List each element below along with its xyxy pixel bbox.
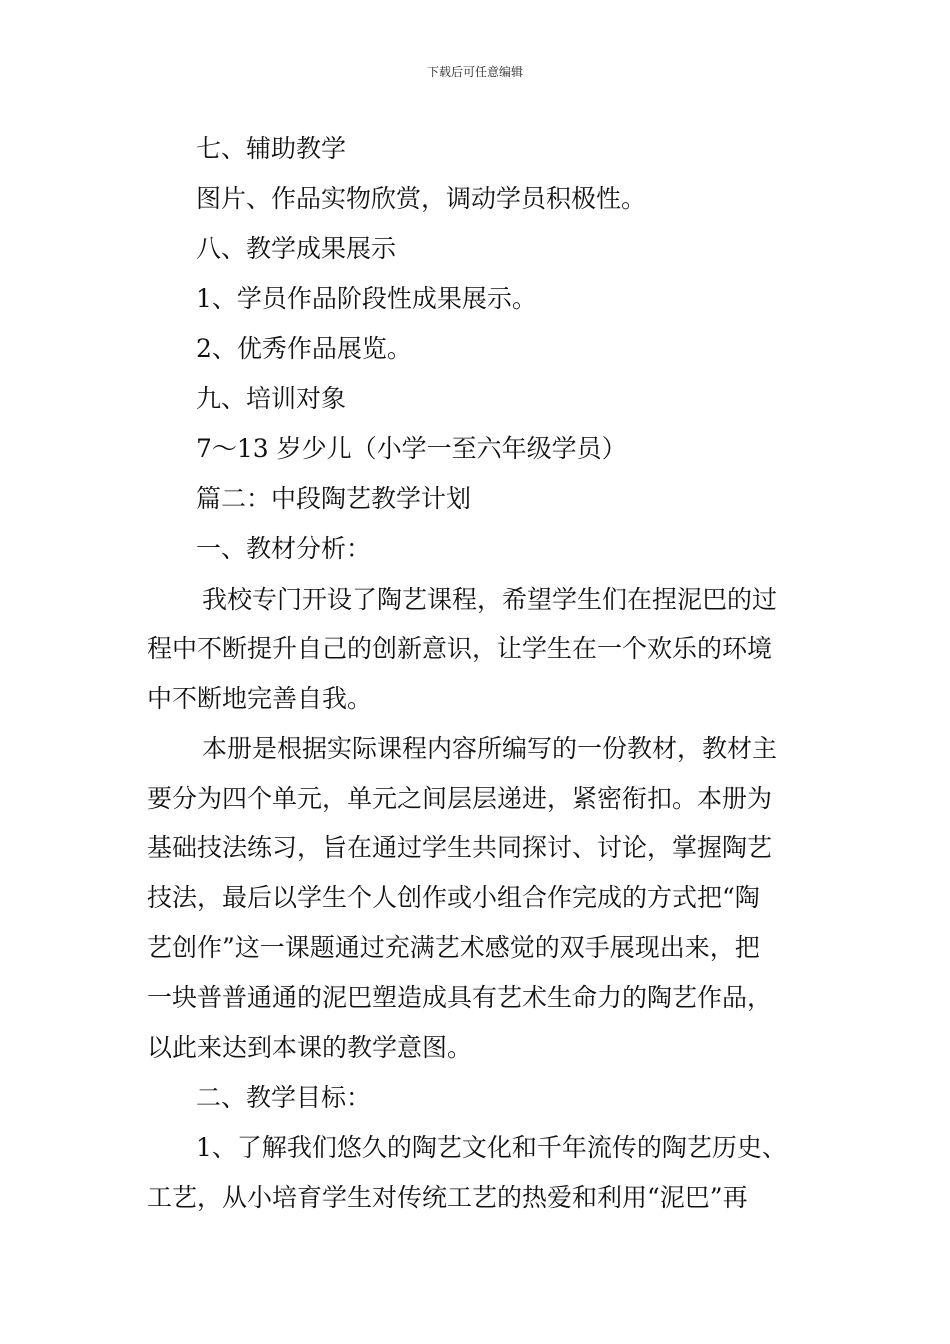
paragraph-line: 以此来达到本课的教学意图。	[147, 1033, 473, 1062]
section-heading-8: 八、教学成果展示	[196, 234, 397, 263]
paragraph-line: 程中不断提升自己的创新意识，让学生在一个欢乐的环境	[147, 634, 773, 663]
paragraph-line: 我校专门开设了陶艺课程，希望学生们在捏泥巴的过	[202, 585, 778, 614]
paragraph-line: 图片、作品实物欣赏，调动学员积极性。	[196, 184, 647, 213]
paragraph-line: 一块普普通通的泥巴塑造成具有艺术生命力的陶艺作品，	[147, 983, 773, 1012]
section-heading-1: 一、教材分析：	[196, 534, 372, 563]
paragraph-line: 基础技法练习，旨在通过学生共同探讨、讨论，掌握陶艺	[147, 833, 773, 862]
list-item: 1、学员作品阶段性成果展示。	[196, 284, 537, 313]
paragraph-line: 7～13 岁少儿（小学一至六年级学员）	[196, 434, 627, 463]
paragraph-line: 技法，最后以学生个人创作或小组合作完成的方式把“陶	[147, 883, 760, 912]
paragraph-line: 1、了解我们悠久的陶艺文化和千年流传的陶艺历史、	[196, 1133, 787, 1162]
chapter-title: 篇二：中段陶艺教学计划	[196, 484, 472, 513]
paragraph-line: 中不断地完善自我。	[147, 684, 373, 713]
paragraph-line: 工艺，从小培育学生对传统工艺的热爱和利用“泥巴”再	[147, 1183, 748, 1212]
paragraph-line: 要分为四个单元，单元之间层层递进，紧密衔扣。本册为	[147, 784, 773, 813]
page-header: 下载后可任意编辑	[426, 65, 523, 79]
paragraph-line: 本册是根据实际课程内容所编写的一份教材，教材主	[202, 734, 778, 763]
section-heading-2: 二、教学目标：	[196, 1083, 372, 1112]
section-heading-9: 九、培训对象	[196, 384, 347, 413]
section-heading-7: 七、辅助教学	[196, 134, 347, 163]
paragraph-line: 艺创作”这一课题通过充满艺术感觉的双手展现出来，把	[147, 933, 760, 962]
list-item: 2、优秀作品展览。	[196, 334, 412, 363]
